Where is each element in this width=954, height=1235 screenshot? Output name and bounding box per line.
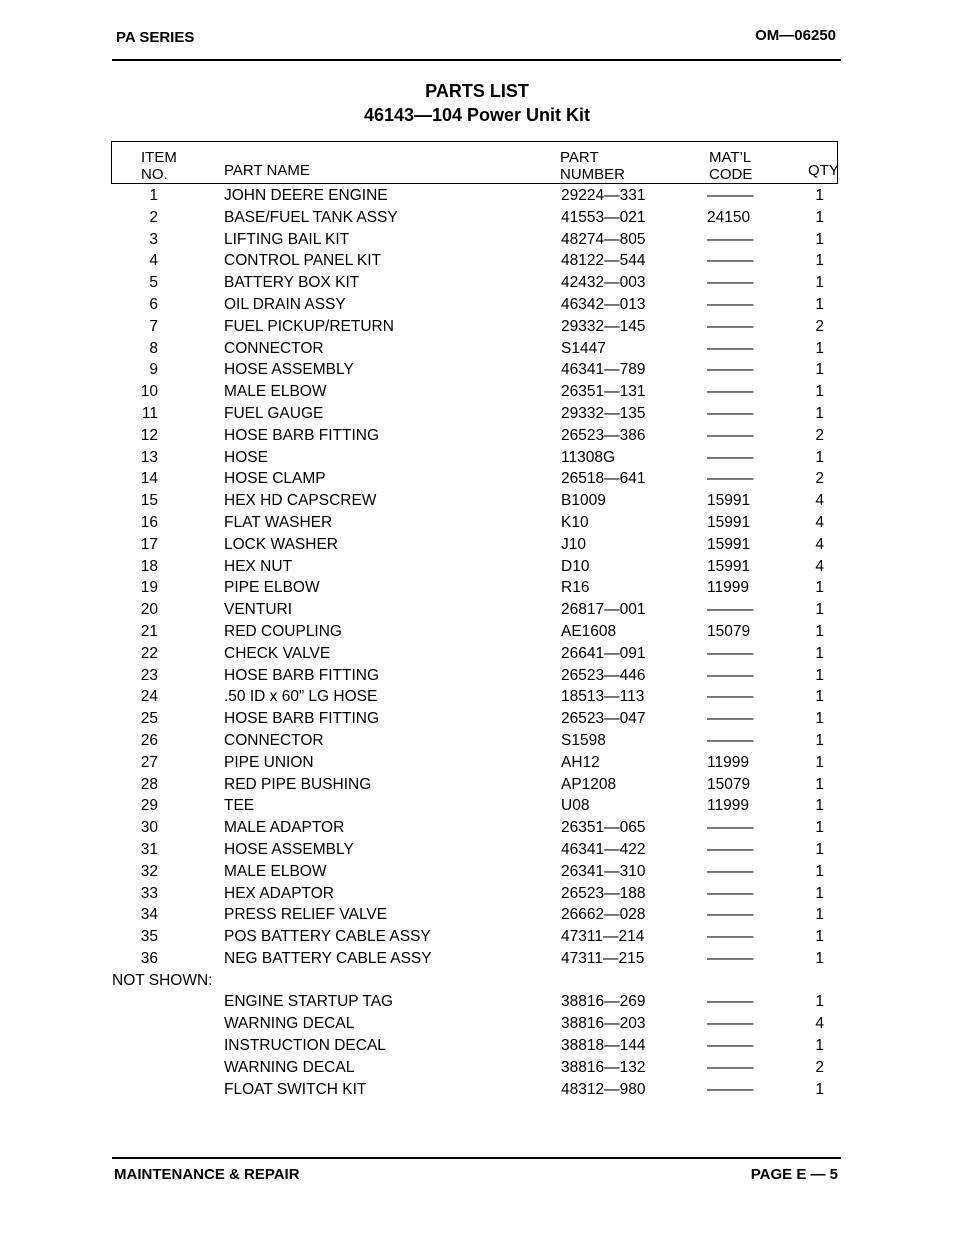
part-number: 26518—641 — [561, 470, 646, 488]
material-code: ——— — [707, 928, 754, 946]
item-number: 25 — [140, 710, 158, 728]
not-shown-label: NOT SHOWN: — [112, 971, 213, 989]
quantity: 1 — [815, 339, 824, 357]
table-row — [0, 229, 954, 251]
table-row — [0, 817, 954, 839]
table-row — [0, 250, 954, 272]
column-header-qty: QTY — [808, 162, 839, 179]
part-name: MALE ADAPTOR — [224, 819, 345, 837]
footer-rule — [112, 1157, 841, 1159]
material-code: 11999 — [707, 797, 749, 815]
part-name: PIPE UNION — [224, 753, 314, 771]
part-number: 38816—269 — [561, 993, 646, 1011]
item-number: 8 — [149, 339, 158, 357]
part-number: 26523—386 — [561, 426, 646, 444]
table-row — [0, 1057, 954, 1079]
part-number: J10 — [561, 535, 586, 553]
column-header-part-line1: PART — [560, 149, 599, 166]
quantity: 1 — [815, 601, 824, 619]
quantity: 2 — [815, 1058, 824, 1076]
quantity: 1 — [815, 688, 824, 706]
part-number: 26523—188 — [561, 884, 646, 902]
part-name: FLOAT SWITCH KIT — [224, 1080, 367, 1098]
column-header-item-line1: ITEM — [141, 149, 177, 166]
quantity: 2 — [815, 470, 824, 488]
part-name: PRESS RELIEF VALVE — [224, 906, 388, 924]
quantity: 4 — [815, 513, 824, 531]
material-code: ——— — [707, 252, 754, 270]
part-name: HOSE ASSEMBLY — [224, 840, 354, 858]
table-row — [0, 839, 954, 861]
table-row — [0, 926, 954, 948]
part-name: POS BATTERY CABLE ASSY — [224, 928, 431, 946]
part-name: FUEL GAUGE — [224, 404, 324, 422]
material-code: ——— — [707, 317, 754, 335]
material-code: ——— — [707, 949, 754, 967]
part-name: .50 ID x 60” LG HOSE — [224, 688, 378, 706]
table-row — [0, 621, 954, 643]
quantity: 1 — [815, 404, 824, 422]
quantity: 1 — [815, 274, 824, 292]
item-number: 31 — [140, 840, 158, 858]
page-subtitle: 46143—104 Power Unit Kit — [363, 105, 591, 125]
quantity: 2 — [815, 426, 824, 444]
column-header-item-line2: NO. — [141, 166, 168, 183]
material-code: ——— — [707, 644, 754, 662]
item-number: 35 — [140, 928, 158, 946]
quantity: 1 — [815, 949, 824, 967]
quantity: 1 — [815, 252, 824, 270]
table-row — [0, 795, 954, 817]
page-header-right: OM—06250 — [755, 27, 836, 44]
quantity: 1 — [815, 295, 824, 313]
quantity: 1 — [815, 448, 824, 466]
quantity: 4 — [815, 492, 824, 510]
quantity: 1 — [815, 579, 824, 597]
material-code: 15991 — [707, 557, 751, 575]
quantity: 1 — [815, 797, 824, 815]
material-code: ——— — [707, 688, 754, 706]
part-number: 46342—013 — [561, 295, 646, 313]
part-name: BATTERY BOX KIT — [224, 274, 360, 292]
quantity: 1 — [815, 840, 824, 858]
quantity: 1 — [815, 208, 824, 226]
material-code: ——— — [707, 906, 754, 924]
part-name: RED PIPE BUSHING — [224, 775, 372, 793]
material-code: ——— — [707, 1058, 754, 1076]
table-row — [0, 643, 954, 665]
part-name: CHECK VALVE — [224, 644, 331, 662]
quantity: 1 — [815, 1080, 824, 1098]
part-number: 47311—215 — [561, 949, 645, 967]
item-number: 18 — [140, 557, 158, 575]
header-rule — [112, 59, 841, 61]
table-row — [0, 686, 954, 708]
item-number: 27 — [140, 753, 158, 771]
table-row — [0, 207, 954, 229]
part-name: PIPE ELBOW — [224, 579, 320, 597]
part-number: U08 — [561, 797, 590, 815]
table-row — [0, 1035, 954, 1057]
table-row — [0, 403, 954, 425]
quantity: 1 — [815, 819, 824, 837]
quantity: 1 — [815, 361, 824, 379]
part-name: INSTRUCTION DECAL — [224, 1037, 386, 1055]
material-code: 15079 — [707, 775, 751, 793]
material-code: ——— — [707, 710, 754, 728]
table-row — [0, 512, 954, 534]
part-number: 26351—065 — [561, 819, 646, 837]
item-number: 23 — [140, 666, 158, 684]
part-number: 46341—422 — [561, 840, 646, 858]
material-code: ——— — [707, 819, 754, 837]
item-number: 20 — [140, 601, 158, 619]
item-number: 7 — [149, 317, 158, 335]
part-name: HOSE ASSEMBLY — [224, 361, 354, 379]
table-row — [0, 316, 954, 338]
part-name: LIFTING BAIL KIT — [224, 230, 350, 248]
item-number: 9 — [149, 361, 158, 379]
part-name: MALE ELBOW — [224, 862, 327, 880]
quantity: 1 — [815, 731, 824, 749]
quantity: 1 — [815, 753, 824, 771]
part-number: S1447 — [561, 339, 606, 357]
material-code: ——— — [707, 230, 754, 248]
material-code: ——— — [707, 993, 754, 1011]
table-row — [0, 577, 954, 599]
material-code: ——— — [707, 448, 754, 466]
material-code: 15991 — [707, 535, 751, 553]
part-name: HOSE — [224, 448, 268, 466]
material-code: ——— — [707, 187, 754, 204]
table-row — [0, 381, 954, 403]
column-header-item — [141, 149, 177, 183]
page-footer-left: MAINTENANCE & REPAIR — [114, 1166, 300, 1183]
part-number: D10 — [561, 557, 590, 575]
item-number: 34 — [140, 906, 158, 924]
part-name: OIL DRAIN ASSY — [224, 295, 346, 313]
item-number: 21 — [140, 622, 158, 640]
item-number: 29 — [140, 797, 158, 815]
table-row — [0, 774, 954, 796]
quantity: 1 — [815, 993, 824, 1011]
part-name: HOSE CLAMP — [224, 470, 326, 488]
part-number: 41553—021 — [561, 208, 646, 226]
table-row — [0, 883, 954, 905]
quantity: 4 — [815, 535, 824, 553]
part-number: 48274—805 — [561, 230, 646, 248]
table-row — [0, 1013, 954, 1035]
item-number: 13 — [140, 448, 158, 466]
part-number: 26341—310 — [561, 862, 646, 880]
quantity: 1 — [815, 710, 824, 728]
part-name: ENGINE STARTUP TAG — [224, 993, 394, 1011]
item-number: 26 — [140, 731, 158, 749]
table-row — [0, 359, 954, 381]
part-name: WARNING DECAL — [224, 1058, 355, 1076]
material-code: ——— — [707, 1080, 754, 1098]
material-code: ——— — [707, 862, 754, 880]
page-footer-right: PAGE E — 5 — [750, 1166, 838, 1183]
item-number: 3 — [149, 230, 158, 248]
table-row — [0, 272, 954, 294]
part-number: 29224—331 — [561, 187, 646, 204]
table-row — [0, 1079, 954, 1101]
table-row — [0, 556, 954, 578]
item-number: 15 — [140, 492, 158, 510]
part-name: HEX HD CAPSCREW — [224, 492, 377, 510]
table-row — [0, 599, 954, 621]
material-code: ——— — [707, 339, 754, 357]
table-row — [0, 708, 954, 730]
quantity: 1 — [815, 644, 824, 662]
column-header-mat-line1: MAT’L — [709, 149, 752, 166]
table-row — [0, 752, 954, 774]
material-code: ——— — [707, 884, 754, 902]
material-code: ——— — [707, 426, 754, 444]
material-code: 11999 — [707, 753, 749, 771]
part-name: CONNECTOR — [224, 339, 324, 357]
material-code: ——— — [707, 295, 754, 313]
table-row — [0, 665, 954, 687]
table-row — [0, 468, 954, 490]
item-number: 19 — [140, 579, 158, 597]
material-code: 15079 — [707, 622, 751, 640]
part-name: CONTROL PANEL KIT — [224, 252, 382, 270]
quantity: 1 — [815, 775, 824, 793]
part-number: AH12 — [561, 753, 600, 771]
material-code: ——— — [707, 383, 754, 401]
table-row — [0, 338, 954, 360]
page-title: PARTS LIST — [425, 81, 529, 101]
column-header-mat-line2: CODE — [709, 166, 753, 183]
table-row — [0, 185, 954, 207]
material-code: ——— — [707, 666, 754, 684]
part-name: TEE — [224, 797, 255, 815]
quantity: 1 — [815, 906, 824, 924]
table-row — [0, 991, 954, 1013]
quantity: 4 — [815, 557, 824, 575]
part-number: K10 — [561, 513, 589, 531]
part-number: 48122—544 — [561, 252, 646, 270]
part-number: R16 — [561, 579, 590, 597]
table-row — [0, 730, 954, 752]
part-number: AP1208 — [561, 775, 617, 793]
table-row — [0, 294, 954, 316]
item-number: 16 — [140, 513, 158, 531]
part-number: 38816—203 — [561, 1015, 646, 1033]
item-number: 2 — [149, 208, 158, 226]
not-shown-heading — [0, 970, 954, 992]
item-number: 11 — [141, 404, 158, 422]
part-number: 42432—003 — [561, 274, 646, 292]
part-name: MALE ELBOW — [224, 383, 327, 401]
column-header-part-name: PART NAME — [224, 162, 310, 179]
item-number: 33 — [140, 884, 158, 902]
table-row — [0, 534, 954, 556]
material-code: ——— — [707, 361, 754, 379]
quantity: 4 — [815, 1015, 824, 1033]
part-number: 18513—113 — [561, 688, 645, 706]
part-name: VENTURI — [224, 601, 293, 619]
material-code: ——— — [707, 470, 754, 488]
material-code: ——— — [707, 731, 754, 749]
part-number: 48312—980 — [561, 1080, 646, 1098]
part-number: 38816—132 — [561, 1058, 646, 1076]
quantity: 1 — [815, 230, 824, 248]
material-code: 15991 — [707, 492, 751, 510]
item-number: 30 — [140, 819, 158, 837]
material-code: ——— — [707, 840, 754, 858]
table-row — [0, 904, 954, 926]
part-name: LOCK WASHER — [224, 535, 338, 553]
quantity: 1 — [815, 1037, 824, 1055]
part-name: FLAT WASHER — [224, 513, 333, 531]
item-number: 10 — [140, 383, 158, 401]
part-number: 26817—001 — [561, 601, 646, 619]
part-name: FUEL PICKUP/RETURN — [224, 317, 394, 335]
part-number: 26662—028 — [561, 906, 646, 924]
part-number: 46341—789 — [561, 361, 646, 379]
quantity: 1 — [815, 383, 824, 401]
material-code: ——— — [707, 404, 754, 422]
item-number: 14 — [140, 470, 158, 488]
part-name: NEG BATTERY CABLE ASSY — [224, 949, 432, 967]
item-number: 12 — [140, 426, 158, 444]
quantity: 1 — [815, 666, 824, 684]
table-row — [0, 425, 954, 447]
part-name: HOSE BARB FITTING — [224, 426, 380, 444]
material-code: ——— — [707, 274, 754, 292]
parts-table — [0, 185, 954, 1100]
material-code: ——— — [707, 1037, 754, 1055]
item-number: 22 — [140, 644, 158, 662]
item-number: 32 — [140, 862, 158, 880]
quantity: 1 — [815, 622, 824, 640]
part-name: JOHN DEERE ENGINE — [224, 187, 388, 204]
item-number: 28 — [140, 775, 158, 793]
item-number: 1 — [149, 187, 158, 204]
quantity: 2 — [815, 317, 824, 335]
part-number: 26641—091 — [561, 644, 646, 662]
part-number: B1009 — [561, 492, 606, 510]
part-number: 26523—047 — [561, 710, 646, 728]
item-number: 36 — [140, 949, 158, 967]
part-name: RED COUPLING — [224, 622, 342, 640]
column-header-part-line2: NUMBER — [560, 166, 626, 183]
table-row — [0, 490, 954, 512]
part-number: 29332—145 — [561, 317, 646, 335]
part-name: BASE/FUEL TANK ASSY — [224, 208, 398, 226]
material-code: 15991 — [707, 513, 751, 531]
quantity: 1 — [815, 862, 824, 880]
part-name: HOSE BARB FITTING — [224, 666, 380, 684]
material-code: 24150 — [707, 208, 751, 226]
part-name: HEX NUT — [224, 557, 293, 575]
part-number: 47311—214 — [561, 928, 645, 946]
part-number: S1598 — [561, 731, 606, 749]
quantity: 1 — [815, 928, 824, 946]
material-code: ——— — [707, 1015, 754, 1033]
material-code: 11999 — [707, 579, 749, 597]
part-name: WARNING DECAL — [224, 1015, 355, 1033]
item-number: 6 — [149, 295, 158, 313]
column-header-material-code — [709, 149, 752, 183]
item-number: 5 — [149, 274, 158, 292]
table-row — [0, 447, 954, 469]
part-name: CONNECTOR — [224, 731, 324, 749]
part-name: HEX ADAPTOR — [224, 884, 334, 902]
part-number: 38818—144 — [561, 1037, 646, 1055]
part-number: 11308G — [561, 448, 616, 466]
table-row — [0, 948, 954, 970]
quantity: 1 — [815, 187, 824, 204]
part-number: 26523—446 — [561, 666, 646, 684]
item-number: 4 — [149, 252, 158, 270]
column-header-part-number — [560, 149, 625, 183]
material-code: ——— — [707, 601, 754, 619]
part-name: HOSE BARB FITTING — [224, 710, 380, 728]
item-number: 24 — [140, 688, 158, 706]
part-number: AE1608 — [561, 622, 617, 640]
item-number: 17 — [140, 535, 158, 553]
page-header-left: PA SERIES — [116, 29, 195, 46]
table-row — [0, 861, 954, 883]
part-number: 29332—135 — [561, 404, 646, 422]
part-number: 26351—131 — [561, 383, 646, 401]
quantity: 1 — [815, 884, 824, 902]
